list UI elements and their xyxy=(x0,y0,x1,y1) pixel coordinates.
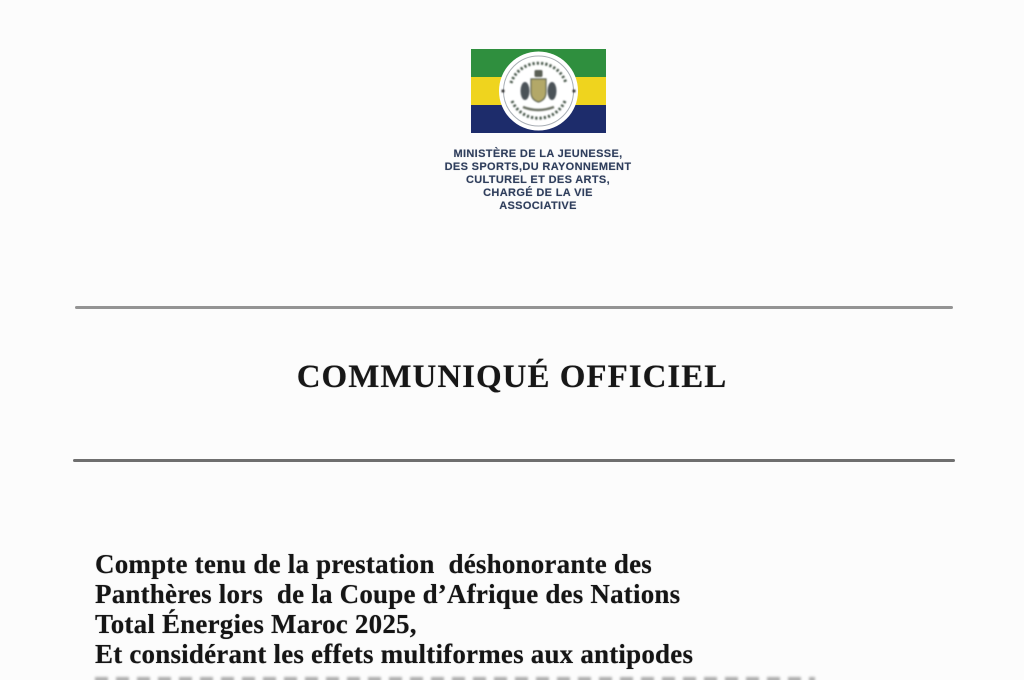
body-line: Panthères lors de la Coupe d’Afrique des Nations xyxy=(95,579,681,609)
ministry-name xyxy=(408,148,668,213)
body-line: Compte tenu de la prestation déshonorante des xyxy=(95,549,652,579)
divider-bottom xyxy=(73,459,955,462)
gabon-flag-seal-icon xyxy=(471,49,606,133)
ministry-line: CULTUREL ET DES ARTS, xyxy=(465,174,611,186)
body-line: Total Énergies Maroc 2025, xyxy=(95,609,417,639)
ministry-logo xyxy=(471,49,606,133)
ministry-line: CHARGÉ DE LA VIE xyxy=(483,187,593,199)
divider-top xyxy=(75,306,953,309)
ministry-line: MINISTÈRE DE LA JEUNESSE, xyxy=(453,148,623,160)
communique-body xyxy=(95,549,955,669)
ministry-line: ASSOCIATIVE xyxy=(499,200,577,212)
ministry-line: DES SPORTS,DU RAYONNEMENT xyxy=(444,161,632,173)
body-line: Et considérant les effets multiformes aux antipodes xyxy=(95,639,694,669)
page-title: COMMUNIQUÉ OFFICIEL xyxy=(296,359,728,395)
